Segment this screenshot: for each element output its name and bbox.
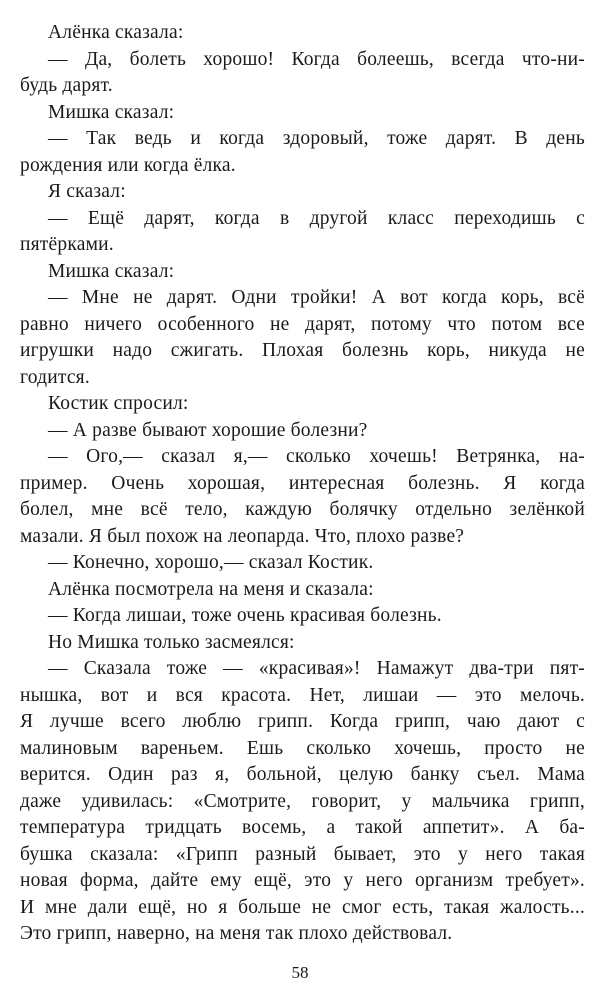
text-line: годится. <box>20 366 90 388</box>
text-line: новая форма, дайте ему ещё, это у него организм требует». <box>20 870 585 891</box>
text-line: будь дарят. <box>20 75 113 96</box>
text-line: Я лучше всего люблю грипп. Когда грипп, чаю дают с <box>20 711 585 732</box>
page-body-text <box>20 20 585 948</box>
text-line: мазали. Я был похож на леопарда. Что, плохо разве? <box>20 525 465 547</box>
text-line: болел, мне всё тело, каждую болячку отдельно зелёнкой <box>20 499 585 520</box>
text-line: — Да, болеть хорошо! Когда болеешь, всегда что-ни- <box>48 48 585 70</box>
page-number: 58 <box>291 963 309 982</box>
text-line: игрушки надо сжигать. Плохая болезнь корь, никуда не <box>20 340 585 361</box>
text-line: малиновым вареньем. Ешь сколько хочешь, просто не <box>20 737 585 759</box>
text-line: даже удивилась: «Смотрите, говорит, у мальчика грипп, <box>20 790 585 812</box>
text-line: Алёнка сказала: <box>48 22 184 43</box>
text-line: — Сказала тоже — «красивая»! Намажут два-три пят- <box>48 658 585 679</box>
text-line: Мишка сказал: <box>48 260 175 282</box>
text-line: — Ещё дарят, когда в другой класс переходишь с <box>48 207 585 229</box>
text-line: — Так ведь и когда здоровый, тоже дарят. В день <box>48 128 585 149</box>
text-line: пример. Очень хорошая, интересная болезнь. Я когда <box>20 472 585 494</box>
text-line: — А разве бывают хорошие болезни? <box>48 419 368 441</box>
text-line: Костик спросил: <box>48 393 189 414</box>
text-line: рождения или когда ёлка. <box>20 154 236 176</box>
text-line: Я сказал: <box>48 181 126 202</box>
text-line: равно ничего особенного не дарят, потому что потом все <box>20 313 585 335</box>
text-line: пятёрками. <box>20 234 114 255</box>
text-line: Это грипп, наверно, на меня так плохо действовал. <box>20 923 453 944</box>
text-line: — Конечно, хорошо,— сказал Костик. <box>48 552 374 573</box>
text-line: Алёнка посмотрела на меня и сказала: <box>48 578 374 600</box>
text-line: Мишка сказал: <box>48 101 175 123</box>
text-line: — Мне не дарят. Одни тройки! А вот когда корь, всё <box>48 287 585 308</box>
text-line: Но Мишка только засмеялся: <box>48 631 295 653</box>
text-line: бушка сказала: «Грипп разный бывает, это у него такая <box>20 843 585 865</box>
text-line: верится. Один раз я, больной, целую банку съел. Мама <box>20 764 585 785</box>
text-line: — Ого,— сказал я,— сколько хочешь! Ветрянка, на- <box>48 446 585 467</box>
text-line: И мне дали ещё, но я больше не смог есть, такая жалость... <box>20 896 585 918</box>
text-line: нышка, вот и вся красота. Нет, лишаи — это мелочь. <box>20 684 585 706</box>
text-line: температура тридцать восемь, а такой аппетит». А ба- <box>20 817 585 838</box>
text-line: — Когда лишаи, тоже очень красивая болезнь. <box>48 605 442 626</box>
